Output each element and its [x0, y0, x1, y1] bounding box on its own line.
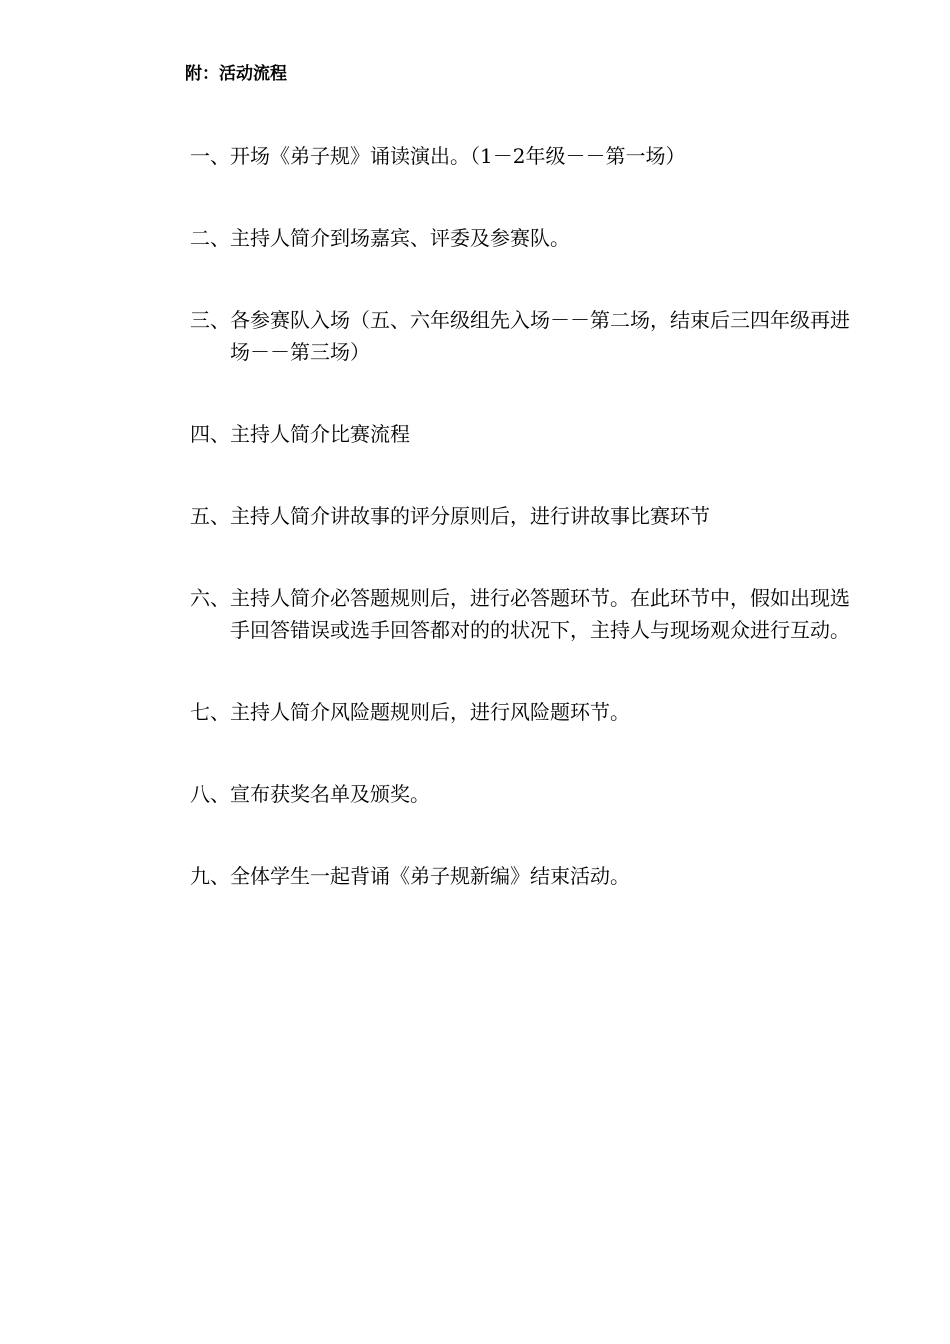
step-number: 一、: [190, 144, 230, 168]
step-text: 开场《弟子规》诵读演出。（1－2年级－－第一场）: [230, 144, 686, 168]
step-number: 四、: [190, 422, 230, 446]
document-heading: 附：活动流程: [185, 64, 287, 84]
step-number: 九、: [190, 864, 230, 888]
step-text: 主持人简介必答题规则后，进行必答题环节。在此环节中，假如出现选手回答错误或选手回答都对的的状况下，主持人与现场观众进行互动。: [230, 586, 850, 642]
step-text: 主持人简介讲故事的评分原则后，进行讲故事比赛环节: [230, 504, 710, 528]
step-number: 二、: [190, 226, 230, 250]
step-number: 八、: [190, 782, 230, 806]
step-item-5: [190, 500, 850, 532]
step-number: 六、: [190, 586, 230, 610]
step-item-1: [190, 140, 850, 172]
step-item-6: [190, 582, 850, 646]
step-number: 三、: [190, 308, 230, 332]
step-number: 七、: [190, 700, 230, 724]
step-item-2: [190, 222, 850, 254]
step-text: 宣布获奖名单及颁奖。: [230, 782, 430, 806]
step-text: 主持人简介比赛流程: [230, 422, 410, 446]
step-text: 主持人简介到场嘉宾、评委及参赛队。: [230, 226, 570, 250]
step-item-3: [190, 304, 850, 368]
step-item-4: [190, 418, 850, 450]
activity-steps-list: [190, 140, 850, 942]
step-text: 各参赛队入场（五、六年级组先入场－－第二场，结束后三四年级再进场－－第三场）: [230, 308, 850, 364]
step-item-7: [190, 696, 850, 728]
step-item-9: [190, 860, 850, 892]
step-item-8: [190, 778, 850, 810]
step-text: 主持人简介风险题规则后，进行风险题环节。: [230, 700, 630, 724]
step-number: 五、: [190, 504, 230, 528]
step-text: 全体学生一起背诵《弟子规新编》结束活动。: [230, 864, 630, 888]
